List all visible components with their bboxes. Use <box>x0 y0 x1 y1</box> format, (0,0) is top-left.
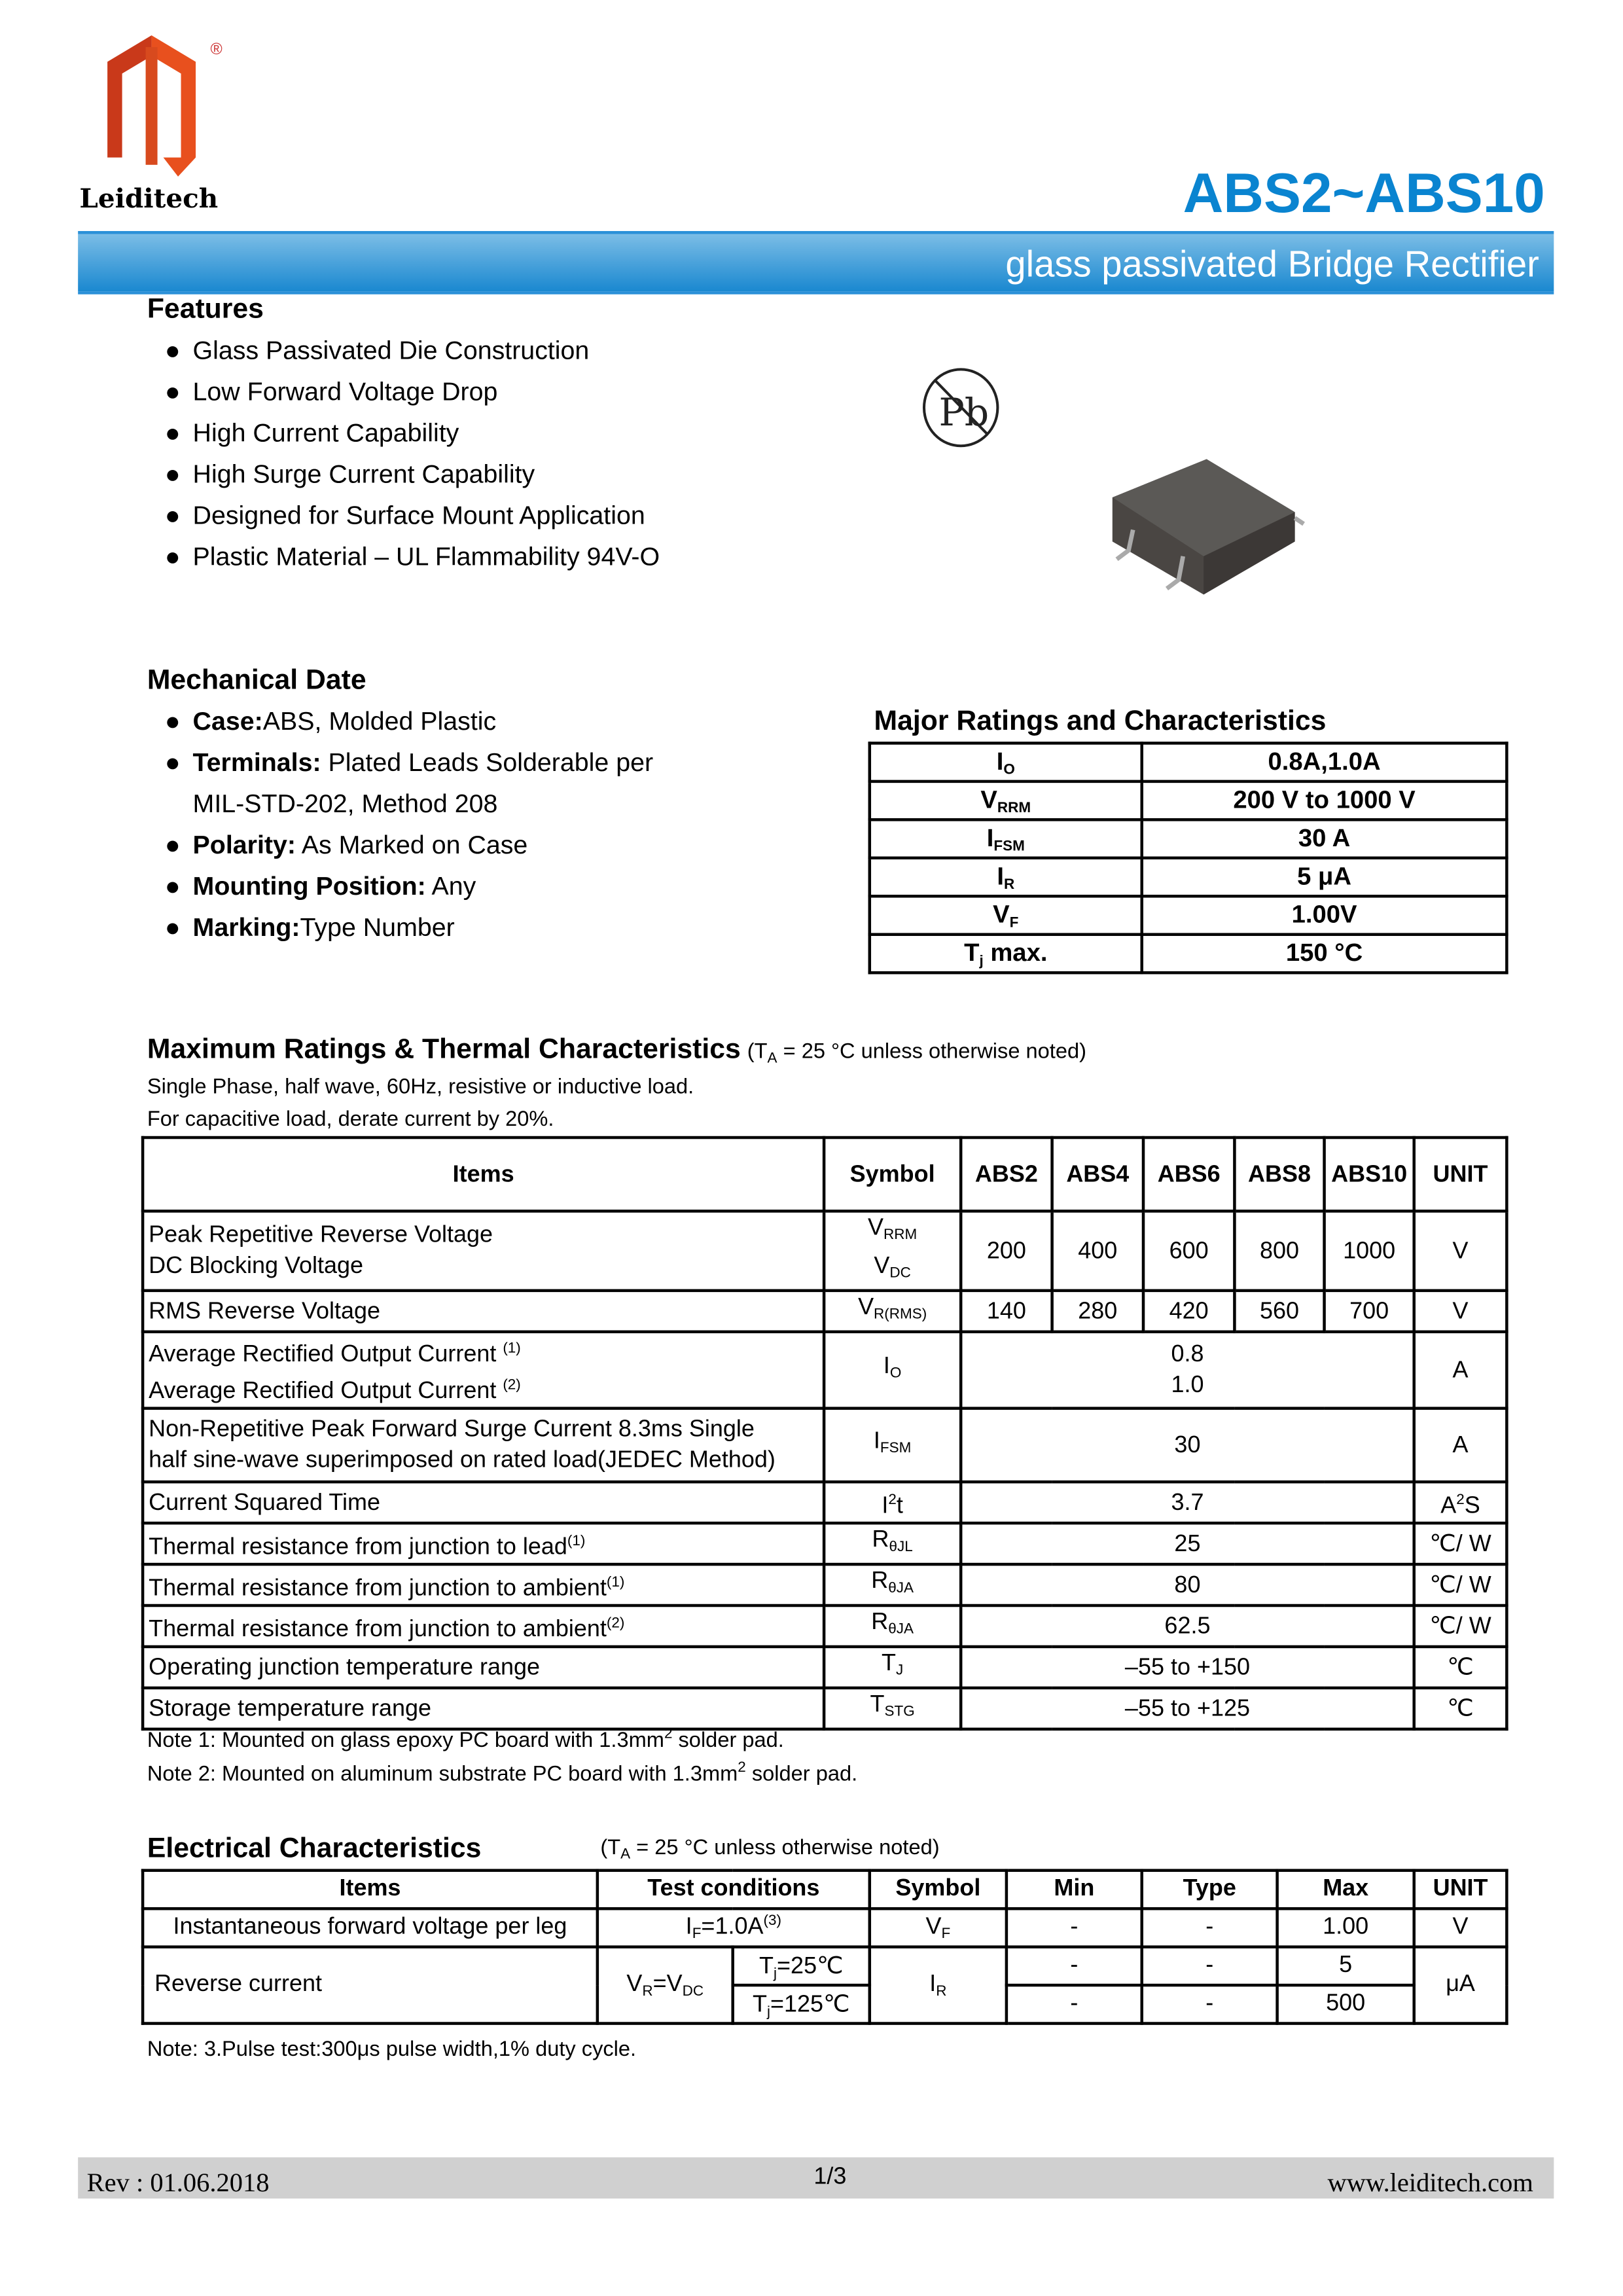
item-cell: Peak Repetitive Reverse Voltage DC Blocking Voltage <box>143 1211 824 1290</box>
value-cell: 0.8 1.0 <box>961 1332 1414 1408</box>
table-row <box>143 1408 1507 1482</box>
symbol-cell: $R_{\theta JA}$ <box>824 1605 961 1647</box>
item-cell: Instantaneous forward voltage per leg <box>143 1909 597 1946</box>
mechanical-item: ● Case:ABS, Molded Plastic <box>193 706 497 737</box>
max-cell: 5 <box>1277 1947 1414 1985</box>
symbol-cell: $V_{RRM}$ $V_{DC}$ <box>824 1211 961 1290</box>
item-cell: Thermal resistance from junction to ambient$^{(1)}$ <box>143 1564 824 1605</box>
parameter-cell: $I_O$ <box>870 743 1142 781</box>
table-row <box>143 1605 1507 1647</box>
table-row <box>143 1211 1507 1290</box>
bullet-icon: ● <box>164 376 181 406</box>
value-cell: 62.5 <box>961 1605 1414 1647</box>
bullet-icon: ● <box>164 335 181 365</box>
table-row <box>143 1523 1507 1564</box>
value-cell: 30 <box>961 1408 1414 1482</box>
col-unit: UNIT <box>1414 1871 1507 1909</box>
col-abs2: ABS2 <box>961 1138 1052 1211</box>
unit-cell: ℃/ W <box>1414 1605 1507 1647</box>
parameter-cell: $I_R$ <box>870 858 1142 896</box>
col-type: Type <box>1142 1871 1277 1909</box>
brand-name: Leiditech <box>79 184 219 215</box>
table-header-row <box>143 1871 1507 1909</box>
parameter-cell: $V_F$ <box>870 896 1142 934</box>
unit-cell: ℃ <box>1414 1688 1507 1729</box>
feature-item: ● Glass Passivated Die Construction <box>193 336 590 367</box>
page-number: 1/3 <box>813 2164 847 2190</box>
unit-cell: A <box>1414 1332 1507 1408</box>
min-cell: - <box>1007 1985 1142 2023</box>
type-cell: - <box>1142 1985 1277 2023</box>
col-abs6: ABS6 <box>1143 1138 1234 1211</box>
item-cell: Non-Repetitive Peak Forward Surge Current 8.3ms Single half sine-wave superimposed on rated load(JEDEC Method) <box>143 1408 824 1482</box>
mechanical-item: ● Mounting Position: Any <box>193 871 476 902</box>
mechanical-item: ● Marking:Type Number <box>193 912 455 943</box>
item-cell: Storage temperature range <box>143 1688 824 1729</box>
value-cell: 0.8A,1.0A <box>1142 743 1507 781</box>
unit-cell: ℃ <box>1414 1647 1507 1688</box>
max-ratings-heading-row <box>147 1035 1086 1067</box>
value-cell: 420 <box>1143 1291 1234 1332</box>
major-ratings-table <box>868 742 1508 974</box>
symbol-cell: $V_F$ <box>870 1909 1007 1946</box>
major-ratings-heading: Major Ratings and Characteristics <box>874 706 1327 738</box>
value-cell: 200 V to 1000 V <box>1142 781 1507 819</box>
value-cell: 600 <box>1143 1211 1234 1290</box>
unit-cell: ℃/ W <box>1414 1523 1507 1564</box>
value-cell: 150 °C <box>1142 935 1507 973</box>
mechanical-item: ● Terminals: Plated Leads Solderable per <box>193 747 654 778</box>
item-cell: Thermal resistance from junction to lead$^{(1)}$ <box>143 1523 824 1564</box>
symbol-cell: $R_{\theta JA}$ <box>824 1564 961 1605</box>
bullet-icon: ● <box>164 541 181 571</box>
table-row <box>870 743 1507 781</box>
mechanical-item: MIL-STD-202, Method 208 <box>192 789 498 819</box>
symbol-cell: $I^2t$ <box>824 1482 961 1523</box>
abs-package-image <box>1101 454 1307 615</box>
value-cell: 560 <box>1234 1291 1324 1332</box>
col-max: Max <box>1277 1871 1414 1909</box>
col-abs8: ABS8 <box>1234 1138 1324 1211</box>
header-bar <box>78 231 1554 295</box>
electrical-table <box>141 1869 1508 2024</box>
bullet-icon: ● <box>164 912 181 942</box>
unit-cell: μA <box>1414 1947 1507 2024</box>
min-cell: - <box>1007 1947 1142 1985</box>
unit-cell: $A^2S$ <box>1414 1482 1507 1523</box>
table-row <box>870 781 1507 819</box>
mechanical-item: ● Polarity: As Marked on Case <box>193 830 528 861</box>
table-row <box>143 1332 1507 1408</box>
temp-cell: $T_j=125℃$ <box>733 1985 870 2023</box>
value-cell: –55 to +125 <box>961 1688 1414 1729</box>
value-cell: 1.00V <box>1142 896 1507 934</box>
type-cell: - <box>1142 1909 1277 1946</box>
unit-cell: V <box>1414 1211 1507 1290</box>
col-items: Items <box>143 1871 597 1909</box>
page-title: ABS2~ABS10 <box>1183 163 1545 226</box>
table-row <box>870 896 1507 934</box>
revision: Rev : 01.06.2018 <box>86 2167 270 2197</box>
value-cell: 400 <box>1052 1211 1143 1290</box>
unit-cell: V <box>1414 1291 1507 1332</box>
brand-logo <box>78 32 236 221</box>
value-cell: 200 <box>961 1211 1052 1290</box>
bullet-icon: ● <box>164 459 181 489</box>
bullet-icon: ● <box>164 418 181 448</box>
page-subtitle: glass passivated Bridge Rectifier <box>1005 244 1539 286</box>
max-ratings-note-1: Single Phase, half wave, 60Hz, resistive or inductive load. <box>147 1075 694 1100</box>
features-heading: Features <box>147 294 264 325</box>
col-min: Min <box>1007 1871 1142 1909</box>
type-cell: - <box>1142 1947 1277 1985</box>
table-row <box>143 1564 1507 1605</box>
symbol-cell: $I_O$ <box>824 1332 961 1408</box>
value-cell: 30 A <box>1142 819 1507 857</box>
max-ratings-condition: ($T_A = 25$ °C unless otherwise noted) <box>747 1040 1086 1067</box>
col-unit: UNIT <box>1414 1138 1507 1211</box>
condition-cell: $I_F=1.0A^{(3)}$ <box>597 1909 870 1946</box>
max-ratings-heading: Maximum Ratings & Thermal Characteristics <box>147 1034 741 1066</box>
table-row <box>870 819 1507 857</box>
value-cell: 5 μA <box>1142 858 1507 896</box>
max-ratings-note-2: For capacitive load, derate current by 20%. <box>147 1108 554 1132</box>
parameter-cell: $I_{FSM}$ <box>870 819 1142 857</box>
footnote-2: Note 2: Mounted on aluminum substrate PC board with $1.3mm^2$ solder pad. <box>147 1760 858 1787</box>
col-abs4: ABS4 <box>1052 1138 1143 1211</box>
item-cell: Reverse current <box>143 1947 597 2024</box>
table-row <box>870 858 1507 896</box>
symbol-cell: $T_J$ <box>824 1647 961 1688</box>
item-cell: RMS Reverse Voltage <box>143 1291 824 1332</box>
bullet-icon: ● <box>164 500 181 530</box>
feature-item: ● Low Forward Voltage Drop <box>193 377 498 408</box>
value-cell: 80 <box>961 1564 1414 1605</box>
electrical-condition: ($T_A = 25$ °C unless otherwise noted) <box>600 1837 940 1863</box>
item-cell: Thermal resistance from junction to ambient$^{(2)}$ <box>143 1605 824 1647</box>
website-link[interactable]: www.leiditech.com <box>1327 2167 1533 2197</box>
feature-item: ● Plastic Material – UL Flammability 94V-O <box>193 541 660 572</box>
electrical-heading: Electrical Characteristics <box>147 1833 482 1865</box>
svg-text:Pb: Pb <box>938 389 990 435</box>
col-abs10: ABS10 <box>1325 1138 1414 1211</box>
table-row <box>143 1291 1507 1332</box>
symbol-cell: $I_{FSM}$ <box>824 1408 961 1482</box>
bullet-icon: ● <box>164 706 181 736</box>
table-row <box>143 1482 1507 1523</box>
max-ratings-table <box>141 1136 1508 1731</box>
bullet-icon: ● <box>164 871 181 901</box>
symbol-cell: $V_{R(RMS)}$ <box>824 1291 961 1332</box>
table-row <box>143 1647 1507 1688</box>
feature-item: ● High Surge Current Capability <box>193 459 535 490</box>
electrical-note: Note: 3.Pulse test:300μs pulse width,1% duty cycle. <box>147 2038 637 2062</box>
table-row <box>143 1688 1507 1729</box>
parameter-cell: $T_j$ max. <box>870 935 1142 973</box>
bullet-icon: ● <box>164 747 181 778</box>
table-row <box>870 935 1507 973</box>
table-row <box>143 1947 1507 1985</box>
feature-item: ● Designed for Surface Mount Application <box>193 500 645 531</box>
table-row <box>143 1909 1507 1946</box>
item-cell: Current Squared Time <box>143 1482 824 1523</box>
item-cell: Operating junction temperature range <box>143 1647 824 1688</box>
col-test-conditions: Test conditions <box>597 1871 870 1909</box>
lead-free-icon <box>921 367 1000 449</box>
footer-bar <box>78 2157 1554 2198</box>
col-items: Items <box>143 1138 824 1211</box>
symbol-cell: $I_R$ <box>870 1947 1007 2024</box>
unit-cell: V <box>1414 1909 1507 1946</box>
value-cell: 700 <box>1325 1291 1414 1332</box>
max-cell: 500 <box>1277 1985 1414 2023</box>
bullet-icon: ● <box>164 830 181 860</box>
symbol-cell: $T_{STG}$ <box>824 1688 961 1729</box>
condition-cell: $V_R=V_{DC}$ <box>597 1947 733 2024</box>
value-cell: 140 <box>961 1291 1052 1332</box>
parameter-cell: $V_{RRM}$ <box>870 781 1142 819</box>
registered-mark: ® <box>210 41 223 59</box>
unit-cell: A <box>1414 1408 1507 1482</box>
feature-item: ● High Current Capability <box>193 418 459 449</box>
mechanical-heading: Mechanical Date <box>147 665 366 696</box>
table-header-row <box>143 1138 1507 1211</box>
col-symbol: Symbol <box>824 1138 961 1211</box>
logo-mark-icon <box>93 32 225 179</box>
max-cell: 1.00 <box>1277 1909 1414 1946</box>
min-cell: - <box>1007 1909 1142 1946</box>
value-cell: 1000 <box>1325 1211 1414 1290</box>
value-cell: 3.7 <box>961 1482 1414 1523</box>
value-cell: 800 <box>1234 1211 1324 1290</box>
col-symbol: Symbol <box>870 1871 1007 1909</box>
value-cell: 25 <box>961 1523 1414 1564</box>
footnote-1: Note 1: Mounted on glass epoxy PC board with $1.3mm^2$ solder pad. <box>147 1726 784 1753</box>
item-cell: Average Rectified Output Current $^{(1)}$ Average Rectified Output Current $^{(2)}$ <box>143 1332 824 1408</box>
value-cell: 280 <box>1052 1291 1143 1332</box>
symbol-cell: $R_{\theta JL}$ <box>824 1523 961 1564</box>
unit-cell: ℃/ W <box>1414 1564 1507 1605</box>
value-cell: –55 to +150 <box>961 1647 1414 1688</box>
temp-cell: $T_j=25℃$ <box>733 1947 870 1985</box>
